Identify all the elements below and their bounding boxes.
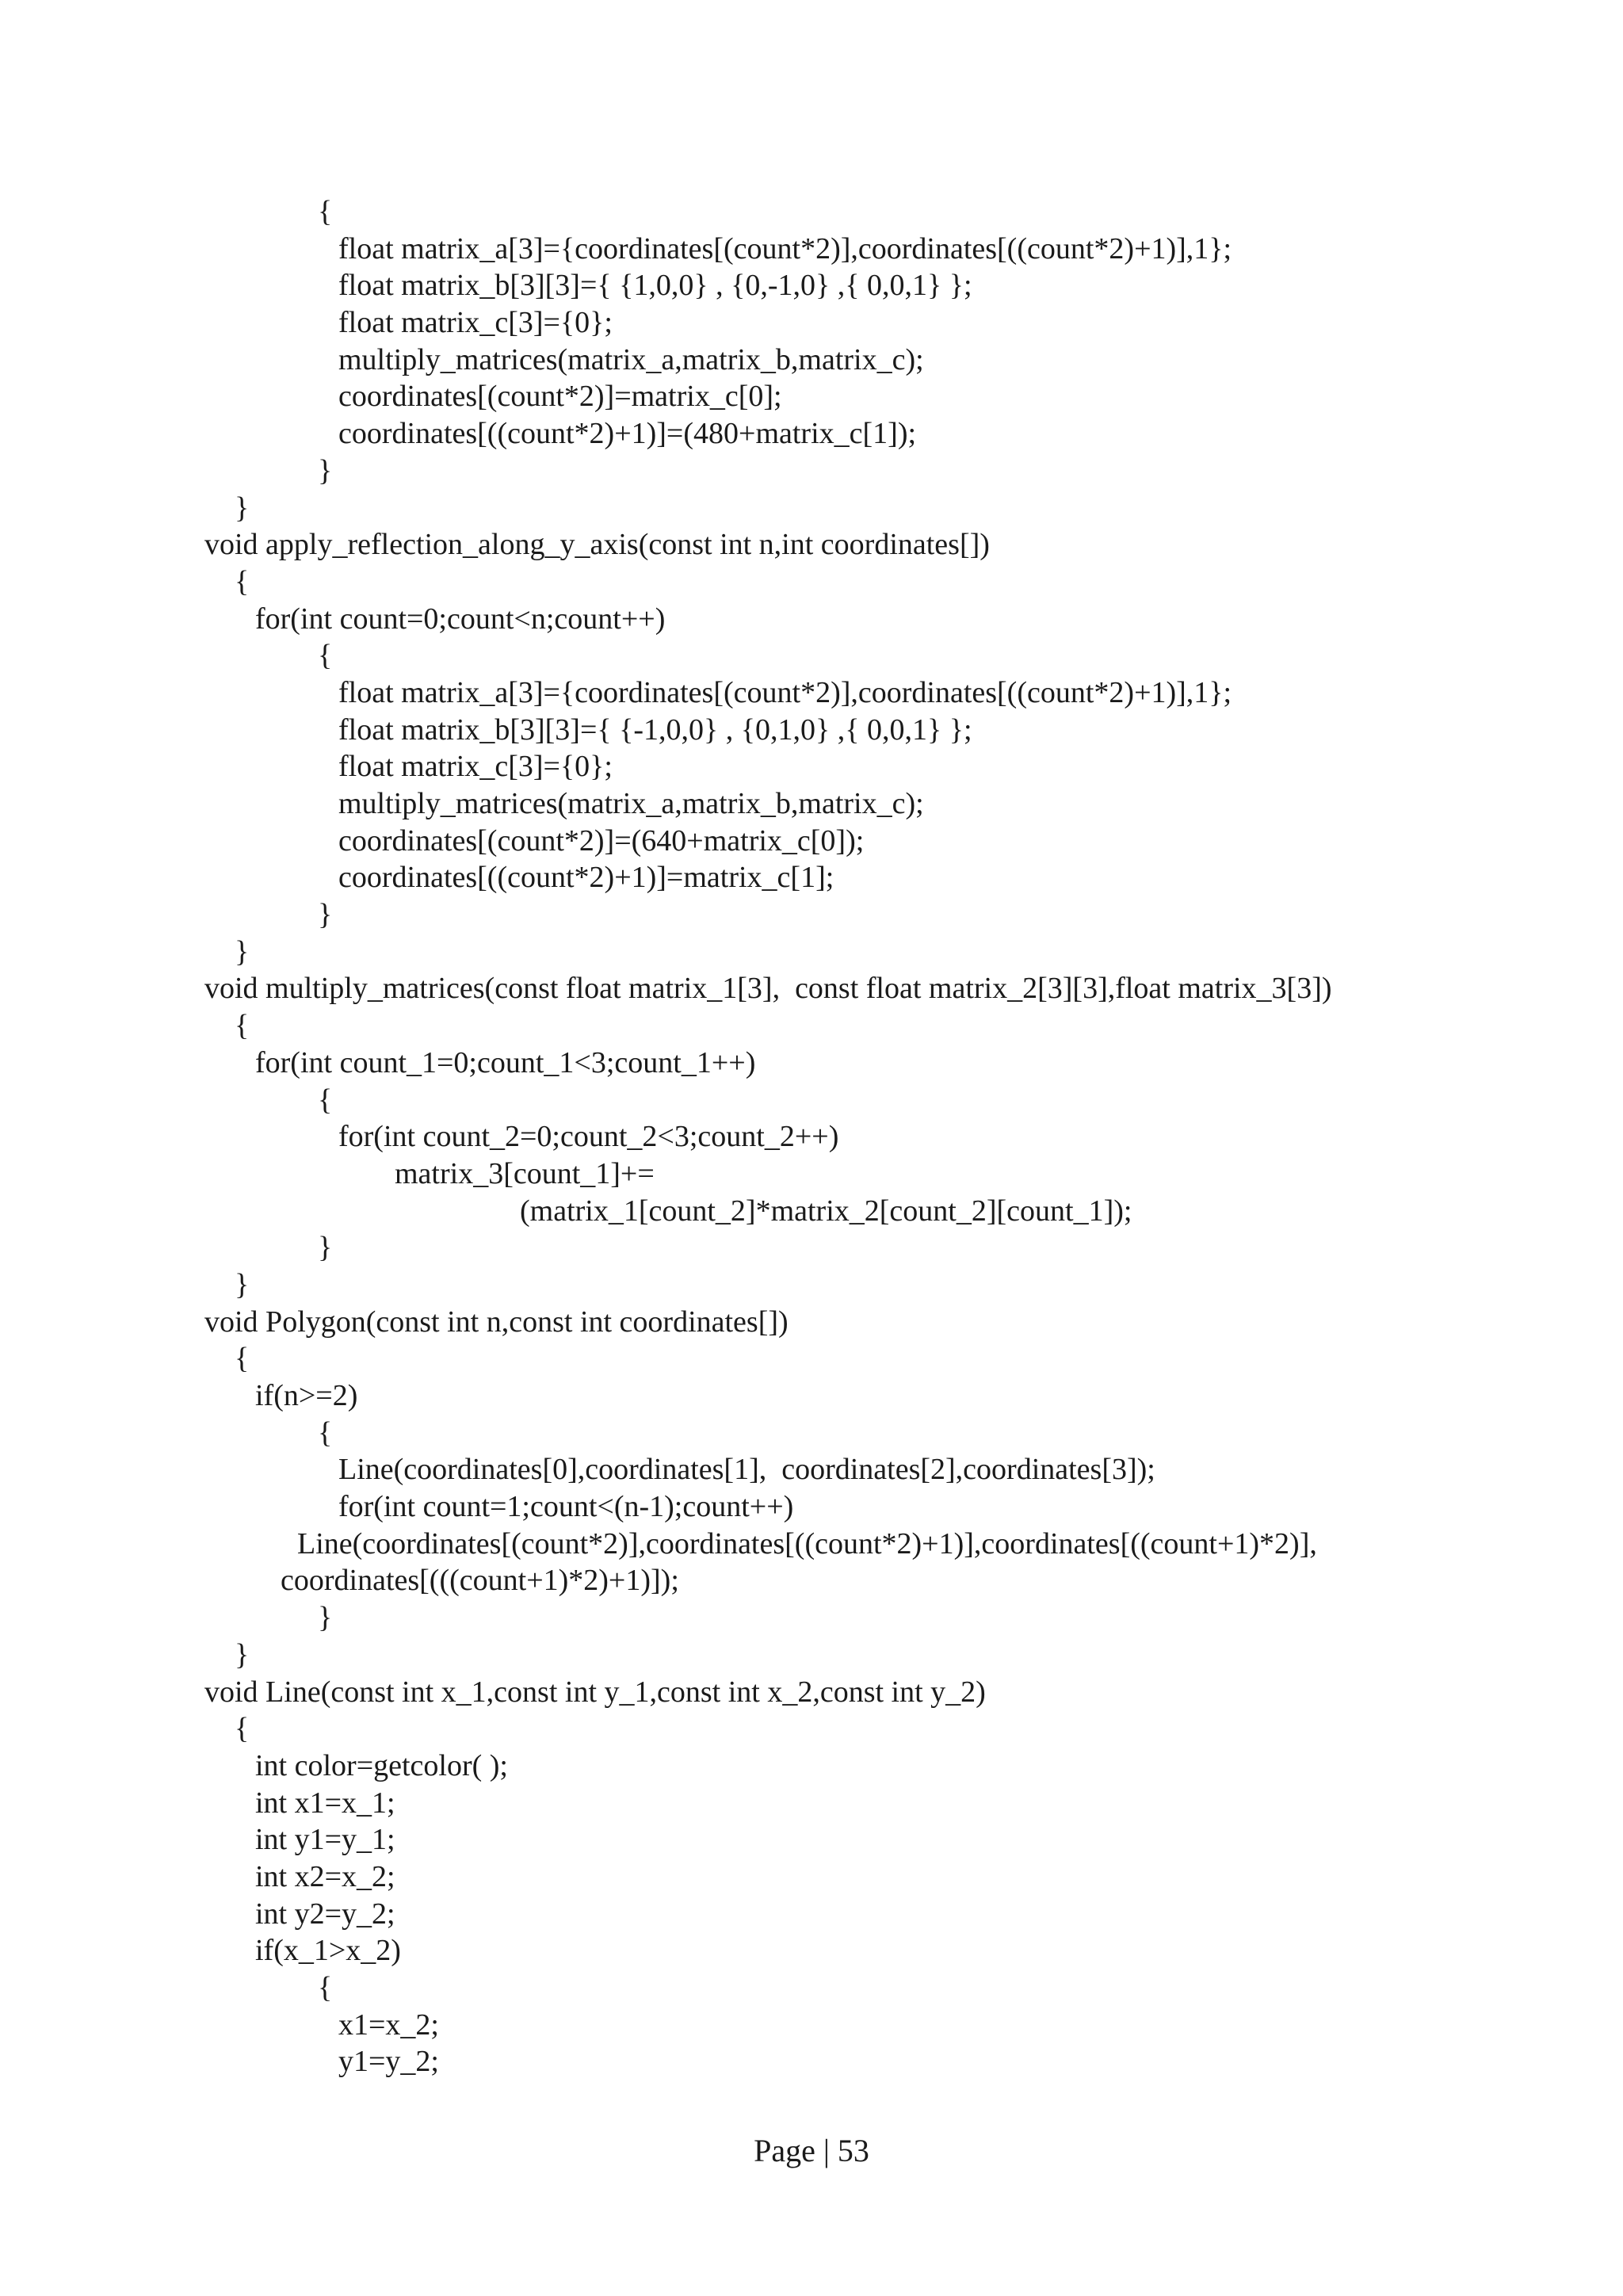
code-line: float matrix_c[3]={0};: [338, 306, 613, 340]
code-line: matrix_3[count_1]+=: [395, 1156, 655, 1190]
code-line: void Line(const int x_1,const int y_1,const int x_2,const int y_2): [204, 1675, 986, 1709]
code-line: {: [235, 1009, 250, 1043]
code-line: }: [235, 934, 250, 968]
code-line: float matrix_b[3][3]={ {-1,0,0} , {0,1,0} ,{ 0,0,1} };: [338, 712, 972, 747]
code-line: multiply_matrices(matrix_a,matrix_b,matrix_c);: [338, 787, 924, 820]
code-line: float matrix_c[3]={0};: [338, 750, 613, 784]
code-line: int y2=y_2;: [255, 1897, 395, 1931]
code-line: {: [318, 195, 333, 228]
code-line: coordinates[((count*2)+1)]=matrix_c[1];: [338, 861, 834, 895]
code-line: }: [318, 453, 333, 487]
code-line: {: [235, 1712, 250, 1746]
code-line: void apply_reflection_along_y_axis(const int n,int coordinates[]): [204, 528, 990, 562]
code-line: int y1=y_1;: [255, 1823, 395, 1857]
code-line: int x2=x_2;: [255, 1859, 395, 1893]
code-line: for(int count_1=0;count_1<3;count_1++): [255, 1045, 756, 1079]
code-line: coordinates[(count*2)]=(640+matrix_c[0]);: [338, 823, 865, 858]
code-line: {: [318, 1971, 333, 2004]
code-line: for(int count=0;count<n;count++): [255, 602, 666, 636]
code-line: float matrix_a[3]={coordinates[(count*2)],coordinates[((count*2)+1)],1};: [338, 675, 1232, 709]
code-line: void multiply_matrices(const float matrix_1[3], const float matrix_2[3][3],float matrix_3[3]): [204, 972, 1332, 1006]
code-line: {: [235, 1342, 250, 1376]
code-line: }: [235, 1267, 250, 1301]
code-line: {: [318, 639, 333, 673]
code-line: {: [318, 1415, 333, 1450]
code-line: }: [318, 1231, 333, 1265]
code-line: float matrix_b[3][3]={ {1,0,0} , {0,-1,0} ,{ 0,0,1} };: [338, 269, 972, 303]
code-line: for(int count=1;count<(n-1);count++): [338, 1490, 794, 1524]
code-line: coordinates[((count*2)+1)]=(480+matrix_c[1]);: [338, 417, 917, 451]
code-line: Line(coordinates[(count*2)],coordinates[((count*2)+1)],coordinates[((count+1)*2)],: [297, 1526, 1317, 1561]
code-line: }: [318, 1601, 333, 1635]
code-line: int x1=x_1;: [255, 1786, 395, 1820]
page-number: Page | 53: [754, 2133, 869, 2168]
code-line: x1=x_2;: [338, 2008, 439, 2042]
code-line: void Polygon(const int n,const int coordinates[]): [204, 1305, 789, 1339]
code-line: }: [318, 898, 333, 932]
code-line: {: [235, 564, 250, 598]
code-line: y1=y_2;: [338, 2045, 439, 2079]
code-line: if(n>=2): [255, 1379, 358, 1412]
code-line: Line(coordinates[0],coordinates[1], coordinates[2],coordinates[3]);: [338, 1453, 1155, 1487]
code-line: multiply_matrices(matrix_a,matrix_b,matrix_c);: [338, 342, 924, 376]
code-line: coordinates[(((count+1)*2)+1)]);: [281, 1564, 679, 1598]
code-line: if(x_1>x_2): [255, 1934, 401, 1968]
code-line: for(int count_2=0;count_2<3;count_2++): [338, 1120, 839, 1154]
code-line: int color=getcolor( );: [255, 1748, 508, 1782]
code-line: }: [235, 1637, 250, 1671]
code-line: coordinates[(count*2)]=matrix_c[0];: [338, 380, 782, 414]
code-line: (matrix_1[count_2]*matrix_2[count_2][count_1]);: [520, 1194, 1132, 1228]
code-line: }: [235, 491, 250, 525]
code-listing: [0, 193, 1623, 2080]
code-line: float matrix_a[3]={coordinates[(count*2)],coordinates[((count*2)+1)],1};: [338, 231, 1232, 266]
code-line: {: [318, 1083, 333, 1117]
